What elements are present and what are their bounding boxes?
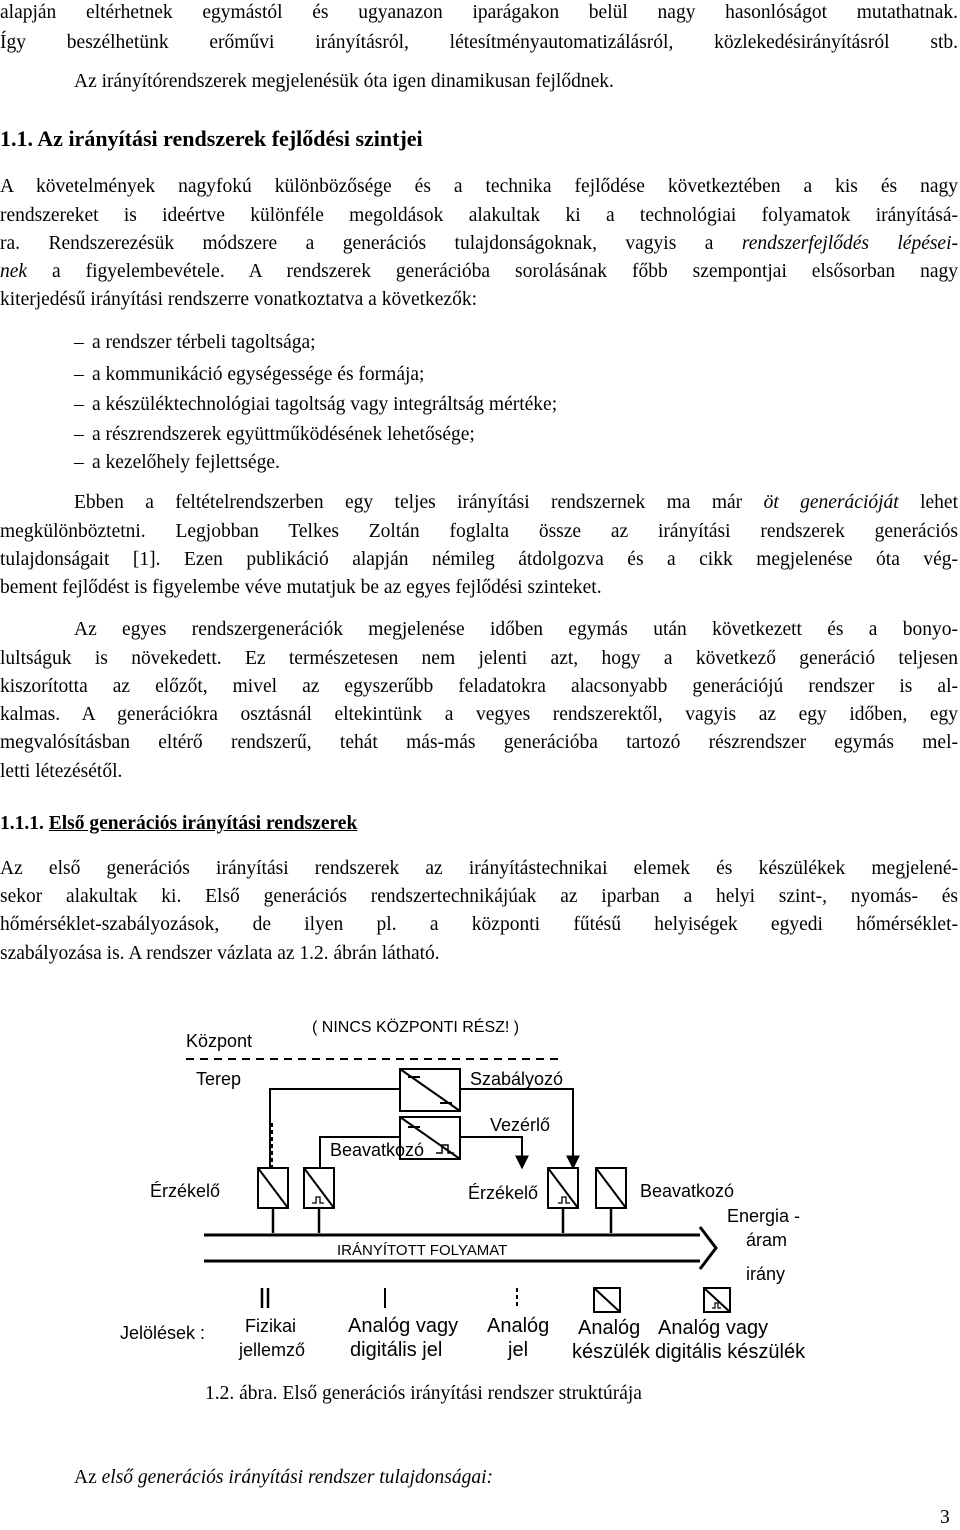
list-item-text: a kommunikáció egységessége és formája; xyxy=(92,364,425,385)
text-line: Az első generációs irányítási rendszerek az irányítástechnikai elemek és készülékek megjelené- xyxy=(0,858,958,879)
label-terep: Terep xyxy=(196,1069,242,1089)
label-no-central: ( NINCS KÖZPONTI RÉSZ! ) xyxy=(312,1019,520,1036)
sensor-box-right xyxy=(548,1168,578,1208)
list-item xyxy=(74,393,557,417)
label-folyamat: IRÁNYÍTOTT FOLYAMAT xyxy=(337,1242,508,1259)
legend-analog-signal-2: jel xyxy=(508,1339,529,1361)
list-item-text: a készüléktechnológiai tagoltság vagy integráltság mértéke; xyxy=(92,394,558,415)
text-run: Az xyxy=(74,1467,97,1488)
subsection-number: 1.1.1. xyxy=(0,813,44,834)
list-item xyxy=(74,363,424,387)
legend-physical-symbol xyxy=(262,1288,268,1308)
text-line: Az egyes rendszergenerációk megjelenése időben egymás után következett és a bonyo- xyxy=(74,619,958,640)
label-beavatkozo-right: Beavatkozó xyxy=(640,1181,735,1201)
legend-analog-digital-2: digitális jel xyxy=(350,1339,443,1361)
text-line: sekor alakultak ki. Első generációs rendszertechnikájúak az iparban a helyi szint-, nyomás- és xyxy=(0,886,958,907)
text-line xyxy=(0,232,958,256)
text-run: lehet xyxy=(920,492,959,513)
label-kozpont: Központ xyxy=(186,1031,253,1051)
emphasis: nek xyxy=(0,261,28,282)
text-line: Így beszélhetünk erőművi irányításról, létesítményautomatizálásról, közlekedésirányításról stb. xyxy=(0,32,958,53)
text-line: bement fejlődést is figyelembe véve mutatjuk be az egyes fejlődési szinteket. xyxy=(0,577,602,598)
text-line xyxy=(74,1466,493,1490)
text-line: megvalósításban eltérő rendszerű, tehát más-más generációba tartozó részrendszer egymás mel- xyxy=(0,732,958,753)
emphasis: öt generációját xyxy=(763,492,899,513)
subsection-title: Első generációs irányítási rendszerek xyxy=(48,813,358,834)
actuator-box-left xyxy=(304,1168,334,1208)
text-run: a figyelembevétele. xyxy=(52,261,225,282)
sensor-box-left xyxy=(258,1168,288,1208)
label-irany: irány xyxy=(746,1264,786,1284)
list-item-text: a kezelőhely fejlettsége. xyxy=(92,452,280,473)
text-line: kalmas. A generációkra osztásnál eltekintünk a vegyes rendszerektől, vagyis az egy időben, egy xyxy=(0,704,958,725)
actuator-box-right xyxy=(596,1168,626,1208)
text-line xyxy=(0,260,958,284)
process-links xyxy=(273,1208,611,1233)
text-line: kiszorította az előzőt, mivel az egyszerűbb feladatokra alacsonyabb generációjú rendszer is al- xyxy=(0,676,958,697)
subsection-heading xyxy=(0,812,357,836)
legend-physical-1: Fizikai xyxy=(245,1316,297,1336)
text-line: kiterjedésű irányítási rendszerre vonatkoztatva a következők: xyxy=(0,289,478,310)
label-beavatkozo-left: Beavatkozó xyxy=(330,1140,425,1160)
text-line: hőmérséklet-szabályozások, de ilyen pl. a központi fűtésű helyiségek egyedi hőmérséklet- xyxy=(0,914,958,935)
figure-caption: 1.2. ábra. Első generációs irányítási rendszer struktúrája xyxy=(205,1383,642,1404)
legend-analog-signal-1: Analóg xyxy=(487,1315,550,1337)
emphasis: rendszerfejlődés lépései- xyxy=(741,233,959,254)
list-dash: – xyxy=(74,332,84,353)
text-line: Az irányítórendszerek megjelenésük óta igen dinamikusan fejlődnek. xyxy=(74,71,614,92)
emphasis: első generációs irányítási rendszer tulajdonságai: xyxy=(101,1467,494,1488)
list-dash: – xyxy=(74,452,84,473)
section-heading xyxy=(0,127,423,151)
text-run: Ebben a feltételrendszerben egy teljes irányítási rendszernek ma már xyxy=(74,492,743,513)
label-jelolesek: Jelölések : xyxy=(120,1323,206,1343)
legend-analog-digital-device-2: digitális készülék xyxy=(655,1341,806,1363)
list-item-text: a rendszer térbeli tagoltsága; xyxy=(92,332,316,353)
list-item xyxy=(74,423,475,447)
list-dash: – xyxy=(74,364,84,385)
text-line: tulajdonságait [1]. Ezen publikáció alapján némileg átdolgozva és a cikk megjelenése óta vég- xyxy=(0,549,958,570)
label-aram: áram xyxy=(746,1230,788,1250)
label-vezerlo: Vezérlő xyxy=(490,1115,551,1135)
legend-analog-digital-1: Analóg vagy xyxy=(348,1315,459,1337)
section-title: Az irányítási rendszerek fejlődési szintjei xyxy=(37,126,423,151)
text-line: szabályozása is. A rendszer vázlata az 1.2. ábrán látható. xyxy=(0,943,440,964)
legend-analog-device-symbol xyxy=(594,1288,620,1312)
legend-analog-device-1: Analóg xyxy=(578,1317,641,1339)
section-number: 1.1. xyxy=(0,126,33,151)
page-number: 3 xyxy=(940,1507,950,1528)
text-line xyxy=(74,491,958,515)
controller-box xyxy=(400,1069,460,1111)
list-item xyxy=(74,451,280,475)
label-energia: Energia - xyxy=(727,1206,801,1226)
text-line: alapján eltérhetnek egymástól és ugyanazon iparágakon belül nagy hasonlóságot mutathatnak. xyxy=(0,2,958,23)
text-line: A követelmények nagyfokú különbözősége és a technika fejlődése következtében a kis és nagy xyxy=(0,176,958,197)
list-item-text: a részrendszerek együttműködésének lehetősége; xyxy=(92,424,475,445)
text-run: A rendszerek generációba sorolásának főbb szempontjai elsősorban nagy xyxy=(248,261,959,282)
label-erzekelo-left: Érzékelő xyxy=(150,1181,221,1201)
text-line: rendszereket is ideértve különféle megoldások alakultak ki a technológiai folyamatok irányításá- xyxy=(0,205,958,226)
legend-analog-device-2: készülék xyxy=(572,1341,650,1363)
label-szabalyozo: Szabályozó xyxy=(470,1069,564,1089)
legend-analog-digital-device-symbol xyxy=(704,1288,730,1312)
text-run: ra. Rendszerezésük módszere a generációs tulajdonságoknak, vagyis a xyxy=(0,233,714,254)
list-item xyxy=(74,331,316,355)
text-line: lultságuk is növekedett. Ez természetesen nem jelenti azt, hogy a következő generáció teljesen xyxy=(0,648,958,669)
list-dash: – xyxy=(74,394,84,415)
legend-analog-digital-device-1: Analóg vagy xyxy=(658,1317,769,1339)
legend-physical-2: jellemző xyxy=(239,1340,306,1360)
text-line: letti létezésétől. xyxy=(0,761,123,782)
list-dash: – xyxy=(74,424,84,445)
text-line: megkülönböztetni. Legjobban Telkes Zoltán foglalta össze az irányítási rendszerek generációs xyxy=(0,521,958,542)
system-diagram xyxy=(0,1005,960,1375)
label-erzekelo-right: Érzékelő xyxy=(468,1183,539,1203)
